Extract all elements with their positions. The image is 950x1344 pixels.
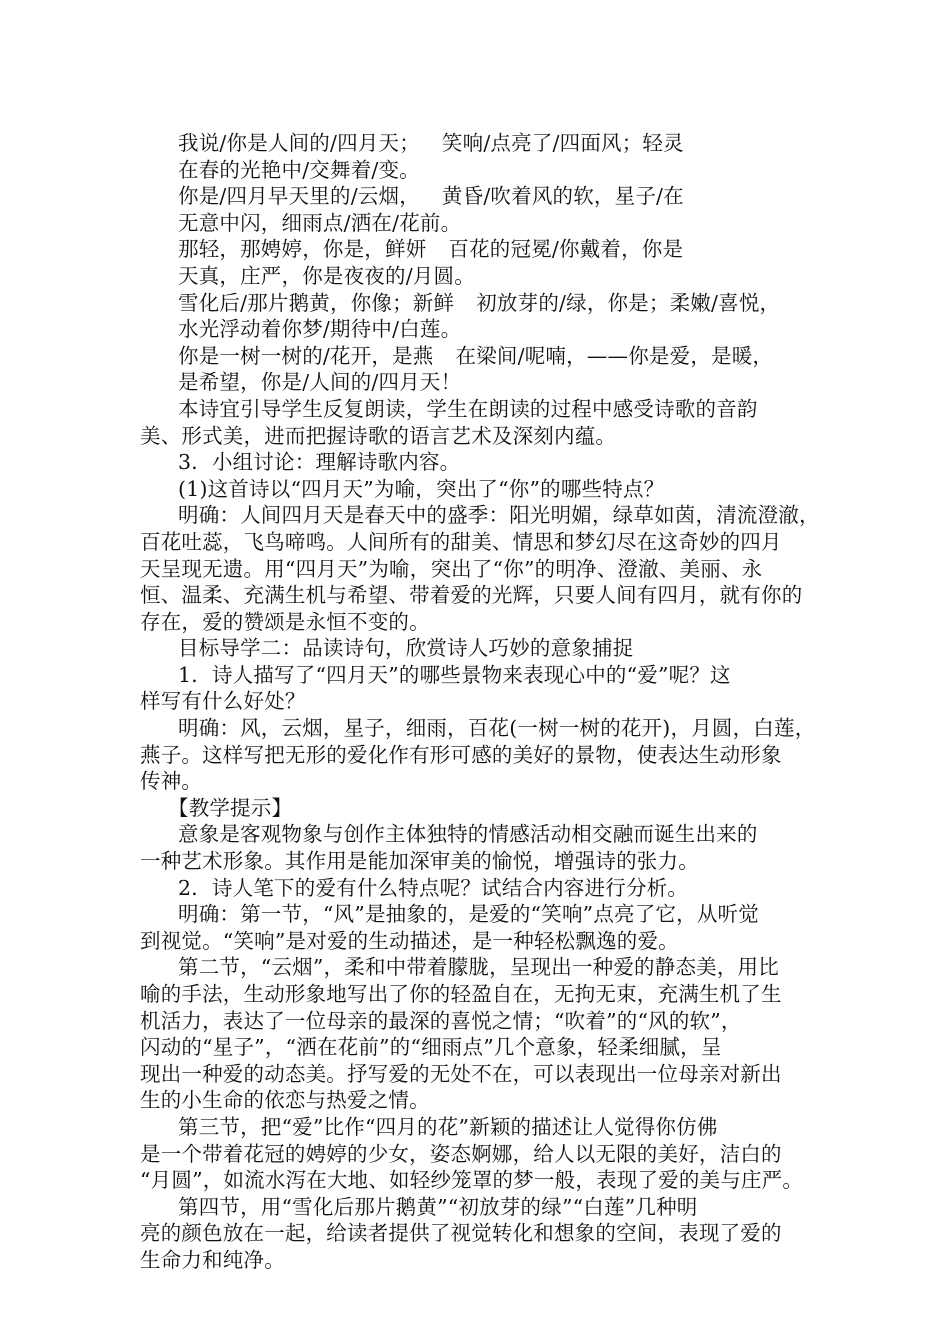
poem-block [140, 130, 830, 396]
text-line: 目标导学二：品读诗句，欣赏诗人巧妙的意象捕捉 [178, 636, 634, 661]
poem-line-part-a: 那轻，那娉婷，你是，鲜妍 [178, 237, 427, 262]
poem-line [140, 236, 830, 263]
poem-line [140, 183, 830, 210]
text-line: 百花吐蕊，飞鸟啼鸣。人间所有的甜美、情思和梦幻尽在这奇妙的四月 [140, 529, 782, 554]
poem-line-part-b: 黄昏/吹着风的软，星子/在 [441, 184, 684, 209]
text-line: 第二节，“云烟”，柔和中带着朦胧，呈现出一种爱的静态美，用比 [178, 955, 779, 980]
text-line: 到视觉。“笑响”是对爱的生动描述，是一种轻松飘逸的爱。 [140, 928, 679, 953]
text-line: 喻的手法，生动形象地写出了你的轻盈自在，无拘无束，充满生机了生 [140, 982, 782, 1006]
text-line: 生命力和纯净。 [140, 1247, 285, 1272]
poem-line-part-b: 在梁间/呢喃，——你是爱，是暖， [455, 343, 774, 368]
text-line: 1．诗人描写了“四月天”的哪些景物来表现心中的“爱”呢？这 [178, 662, 731, 687]
text-line: 传神。 [140, 769, 203, 794]
text-line: 明确：人间四月天是春天中的盛季：阳光明媚，绿草如茵，清流澄澈， [178, 503, 820, 528]
text-line: 亮的颜色放在一起，给读者提供了视觉转化和想象的空间，表现了爱的 [140, 1221, 782, 1246]
text-line: 明确：风，云烟，星子，细雨，百花(一树一树的花开)，月圆，白莲， [178, 716, 816, 741]
teaching-tip-heading: 【教学提示】 [168, 795, 293, 820]
text-line: 样写有什么好处？ [140, 689, 306, 714]
poem-line-part-a: 水光浮动着你梦/期待中/白莲。 [178, 317, 462, 342]
poem-line [140, 263, 830, 290]
poem-line-part-a: 雪化后/那片鹅黄，你像；新鲜 [178, 290, 455, 315]
poem-line [140, 210, 830, 237]
poem-line [140, 290, 830, 317]
text-line: 意象是客观物象与创作主体独特的情感活动相交融而诞生出来的 [178, 822, 758, 847]
poem-line-part-a: 无意中闪，细雨点/洒在/花前。 [178, 210, 462, 235]
text-line: 现出一种爱的动态美。抒写爱的无处不在，可以表现出一位母亲对新出 [140, 1061, 782, 1086]
poem-line-part-a: 在春的光艳中/交舞着/变。 [178, 157, 420, 182]
text-line: 燕子。这样写把无形的爱化作有形可感的美好的景物，使表达生动形象 [140, 742, 782, 767]
poem-line [140, 130, 830, 157]
text-line: 第四节，用“雪化后那片鹅黄”“初放芽的绿”“白莲”几种明 [178, 1194, 698, 1219]
text-line: 机活力，表达了一位母亲的最深的喜悦之情；“吹着”的“风的软”， [140, 1008, 742, 1033]
text-line: 恒、温柔、充满生机与希望、带着爱的光辉，只要人间有四月，就有你的 [140, 583, 803, 608]
text-line: 第三节，把“爱”比作“四月的花”新颖的描述让人觉得你仿佛 [178, 1114, 718, 1139]
body-text [140, 396, 830, 1274]
poem-line-part-a: 是希望，你是/人间的/四月天！ [178, 370, 462, 395]
text-line: 本诗宜引导学生反复朗读，学生在朗读的过程中感受诗歌的音韵 [178, 396, 758, 421]
text-line: 明确：第一节，“风”是抽象的，是爱的“笑响”点亮了它，从听觉 [178, 902, 759, 927]
poem-line [140, 157, 830, 184]
poem-line [140, 343, 830, 370]
text-line: 2．诗人笔下的爱有什么特点呢？试结合内容进行分析。 [178, 875, 689, 900]
poem-line-part-a: 你是一树一树的/花开，是燕 [178, 343, 434, 368]
poem-line-part-a: 我说/你是人间的/四月天； [178, 131, 420, 155]
text-line: 生的小生命的依恋与热爱之情。 [140, 1088, 430, 1113]
text-line: 是一个带着花冠的娉婷的少女，姿态婀娜，给人以无限的美好，洁白的 [140, 1141, 782, 1166]
text-line: 天呈现无遗。用“四月天”为喻，突出了“你”的明净、澄澈、美丽、永 [140, 556, 763, 581]
text-line: 3．小组讨论：理解诗歌内容。 [178, 450, 461, 475]
poem-line-part-b: 百花的冠冕/你戴着，你是 [448, 237, 684, 262]
poem-line-part-b: 笑响/点亮了/四面风；轻灵 [441, 131, 684, 155]
text-line: 一种艺术形象。其作用是能加深审美的愉悦，增强诗的张力。 [140, 849, 699, 874]
text-line: 存在，爱的赞颂是永恒不变的。 [140, 609, 430, 634]
document-page [140, 130, 830, 1274]
poem-line-part-a: 天真，庄严，你是夜夜的/月圆。 [178, 263, 475, 288]
poem-line [140, 316, 830, 343]
text-line: 美、形式美，进而把握诗歌的语言艺术及深刻内蕴。 [140, 423, 617, 448]
text-line: 闪动的“星子”，“洒在花前”的“细雨点”几个意象，轻柔细腻，呈 [140, 1035, 722, 1060]
poem-line-part-a: 你是/四月早天里的/云烟， [178, 184, 420, 209]
text-line: (1)这首诗以“四月天”为喻，突出了“你”的哪些特点？ [178, 476, 665, 501]
poem-line-part-b: 初放芽的/绿，你是；柔嫩/喜悦， [476, 290, 781, 315]
text-line: “月圆”，如流水泻在大地、如轻纱笼罩的梦一般，表现了爱的美与庄严。 [140, 1168, 804, 1193]
poem-line [140, 369, 830, 396]
